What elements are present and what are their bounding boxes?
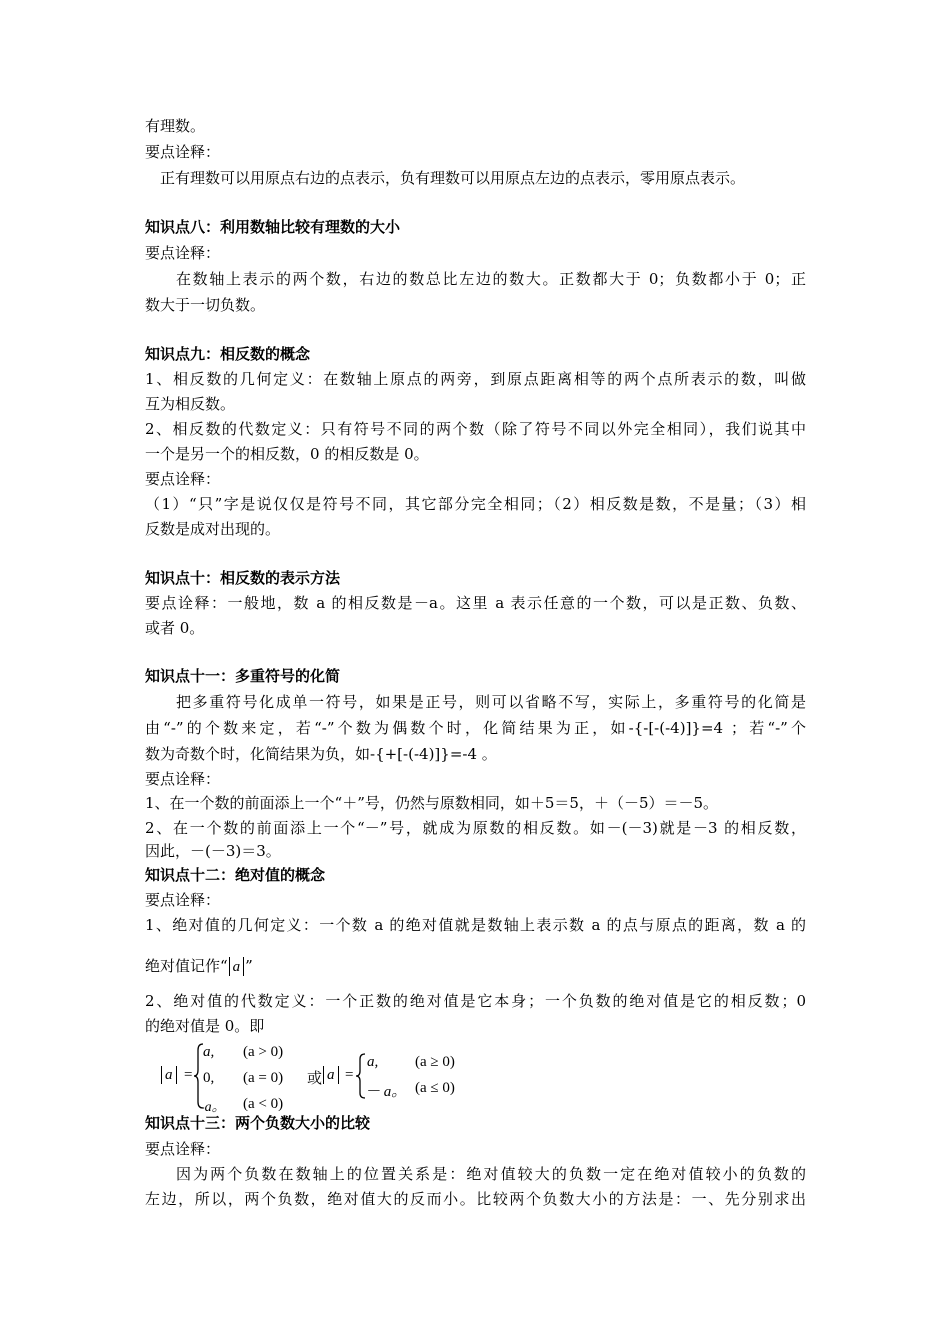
text-line: 要点诠释： [145, 891, 221, 909]
formula-condition-2: (a = 0) [243, 1070, 284, 1086]
text-line: 2、在一个数的前面添上一个“－”号，就成为原数的相反数。如－(－3)就是－3 的相反数， [145, 819, 806, 837]
section-heading-13: 知识点十三：两个负数大小的比较 [145, 1114, 371, 1132]
formula-condition-3: (a < 0) [243, 1096, 284, 1112]
section-heading-9: 知识点九：相反数的概念 [145, 345, 311, 363]
math-variable: a [327, 1067, 335, 1083]
section-heading-10: 知识点十：相反数的表示方法 [145, 569, 341, 587]
text-line: 把多重符号化成单一符号，如果是正号，则可以省略不写，实际上，多重符号的化简是 [176, 693, 806, 711]
text-fragment: 绝对值记作“ [145, 957, 228, 975]
formula-equals-2: = [345, 1067, 354, 1083]
text-line: 或者 0。 [145, 619, 205, 637]
formula-condition-5: (a ≤ 0) [415, 1080, 455, 1096]
formula-case-3: -a。 [200, 1100, 226, 1115]
text-line: 数大于一切负数。 [145, 296, 266, 314]
text-line: 因为两个负数在数轴上的位置关系是：绝对值较大的负数一定在绝对值较小的负数的 [176, 1165, 806, 1183]
formula-condition-4: (a ≥ 0) [415, 1054, 455, 1070]
text-line: 左边，所以，两个负数，绝对值大的反而小。比较两个负数大小的方法是：一、先分别求出 [145, 1190, 806, 1208]
text-line: 2、相反数的代数定义：只有符号不同的两个数（除了符号不同以外完全相同），我们说其中 [145, 420, 806, 438]
section-heading-8: 知识点八：利用数轴比较有理数的大小 [145, 218, 401, 236]
text-line: 要点诠释： [145, 770, 221, 788]
absolute-value-notation [229, 957, 245, 976]
section-heading-11: 知识点十一：多重符号的化简 [145, 667, 341, 685]
text-line: 要点诠释： [145, 1140, 221, 1158]
formula-case-2: 0, [203, 1070, 215, 1086]
text-line: 1、绝对值的几何定义：一个数 a 的绝对值就是数轴上表示数 a 的点与原点的距离，数 a 的 [145, 916, 806, 934]
absolute-value-formula [145, 1040, 485, 1115]
text-line: 反数是成对出现的。 [145, 520, 281, 538]
math-variable: a [232, 959, 241, 975]
text-line: 的绝对值是 0。即 [145, 1017, 265, 1035]
text-line: 有理数。 [145, 117, 206, 135]
text-line: 要点诠释： [145, 470, 221, 488]
text-line: 要点诠释： [145, 244, 221, 262]
formula-equals: = [184, 1067, 193, 1083]
formula-or: 或 [307, 1069, 323, 1087]
formula-abs-lhs-2 [323, 1066, 339, 1084]
text-line: 2、绝对值的代数定义：一个正数的绝对值是它本身；一个负数的绝对值是它的相反数；0 [145, 992, 806, 1010]
text-line: 由“-”的个数来定，若“-”个数为偶数个时，化简结果为正，如-{-[-(-4)]}=4 ；若“-”个 [145, 719, 806, 737]
text-line: 正有理数可以用原点右边的点表示，负有理数可以用原点左边的点表示，零用原点表示。 [160, 169, 746, 187]
formula-case-1: a, [203, 1044, 215, 1060]
text-line: 互为相反数。 [145, 395, 236, 413]
text-line: 要点诠释：一般地，数 a 的相反数是－a。这里 a 表示任意的一个数，可以是正数、负数、 [145, 594, 806, 612]
formula-case-5: － a。 [365, 1084, 407, 1100]
text-line: （1）“只”字是说仅仅是符号不同，其它部分完全相同；（2）相反数是数，不是量；（3）相 [145, 495, 806, 513]
math-variable: a [165, 1067, 173, 1083]
formula-abs-lhs [161, 1066, 177, 1084]
text-fragment: ” [245, 957, 253, 975]
text-line: 要点诠释： [145, 143, 221, 161]
text-line: 1、在一个数的前面添上一个“＋”号，仍然与原数相同，如＋5＝5，＋（－5）＝－5。 [145, 794, 719, 812]
text-line [145, 955, 253, 977]
text-line: 因此，－(－3)＝3。 [145, 842, 281, 860]
formula-condition-1: (a > 0) [243, 1044, 284, 1060]
section-heading-12: 知识点十二：绝对值的概念 [145, 866, 326, 884]
text-line: 在数轴上表示的两个数，右边的数总比左边的数大。正数都大于 0；负数都小于 0；正 [176, 270, 806, 288]
text-line: 1、相反数的几何定义：在数轴上原点的两旁，到原点距离相等的两个点所表示的数，叫做 [145, 370, 806, 388]
text-line: 一个是另一个的相反数，0 的相反数是 0。 [145, 445, 429, 463]
text-line: 数为奇数个时，化简结果为负，如-{+[-(-4)]}=-4 。 [145, 745, 497, 763]
formula-case-4: a, [367, 1054, 379, 1070]
